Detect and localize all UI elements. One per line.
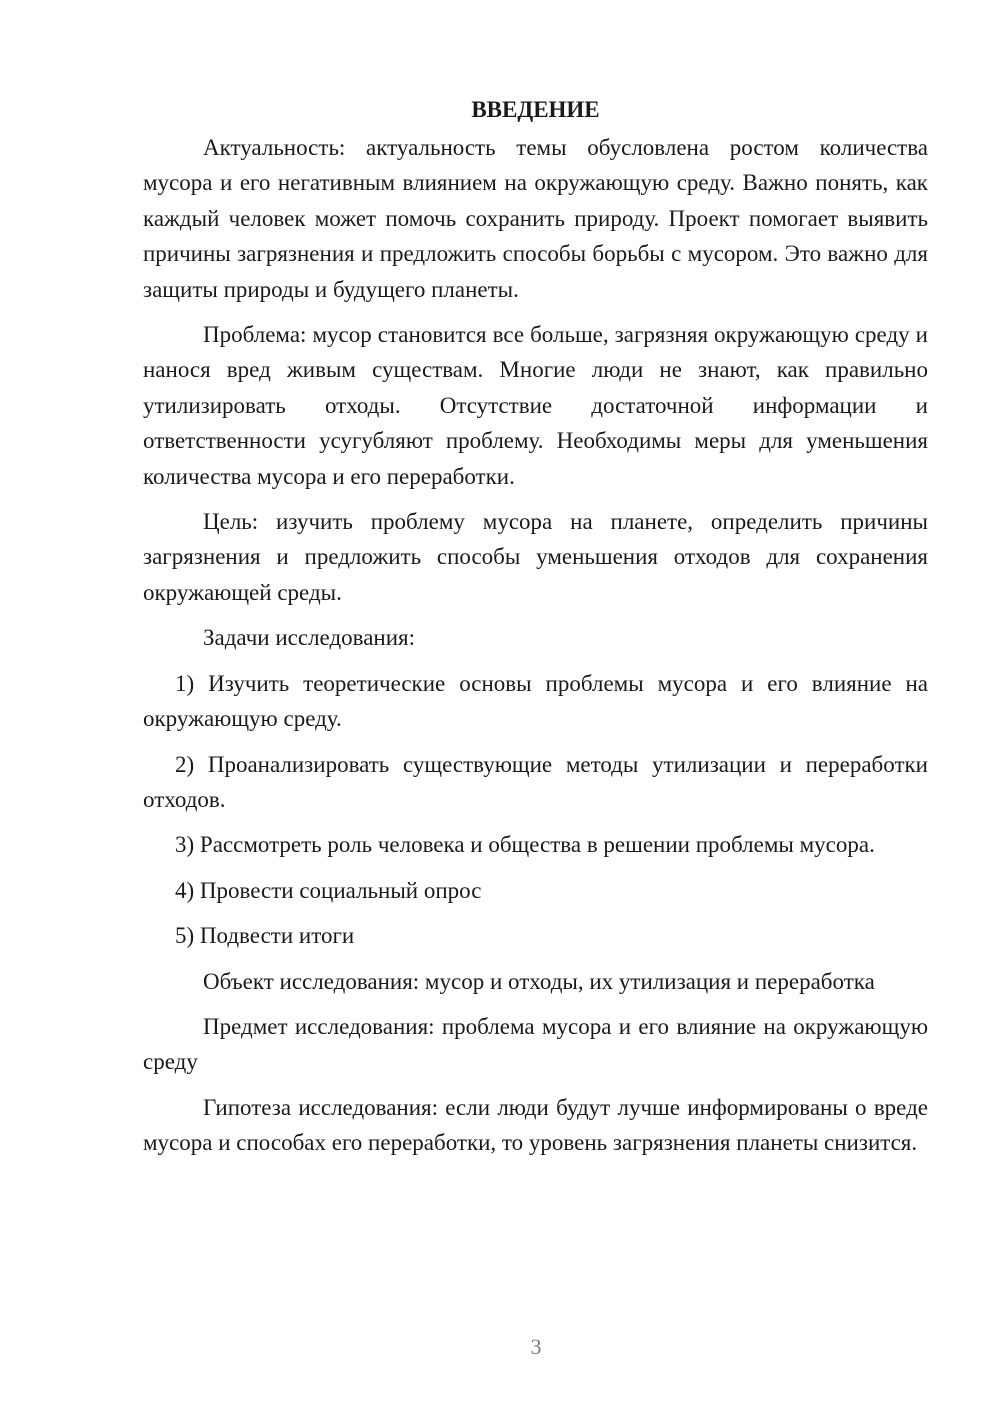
task-item-3: 3) Рассмотреть роль человека и общества в решении проблемы мусора. <box>175 832 875 858</box>
subject-paragraph: Предмет исследования: проблема мусора и его влияние на окружающую среду <box>143 1013 928 1075</box>
relevance-paragraph: Актуальность: актуальность темы обусловлена ростом количества мусора и его негативным влиянием на окружающую среду. Важно понять, как каждый человек может помочь сохранить природу. Проект помогает выявить причины загрязнения и предложить способы борьбы с мусором. Это важно для защиты природы и будущего планеты. <box>143 135 928 302</box>
problem-paragraph: Проблема: мусор становится все больше, загрязняя окружающую среду и нанося вред живым существам. Многие люди не знают, как правильно утилизировать отходы. Отсутствие достаточной информации и ответственности усугубляют проблему. Необходимы меры для уменьшения количества мусора и его переработки. <box>143 322 928 489</box>
page-number: 3 <box>530 1334 542 1359</box>
task-item-2: 2) Проанализировать существующие методы утилизации и переработки отходов. <box>143 751 928 812</box>
task-item-5: 5) Подвести итоги <box>175 923 355 949</box>
tasks-title: Задачи исследования: <box>203 625 416 651</box>
hypothesis-paragraph: Гипотеза исследования: если люди будут лучше информированы о вреде мусора и способах его переработки, то уровень загрязнения планеты снизится. <box>143 1094 928 1156</box>
section-heading: ВВЕДЕНИЕ <box>471 97 600 122</box>
goal-paragraph: Цель: изучить проблему мусора на планете, определить причины загрязнения и предложить способы уменьшения отходов для сохранения окружающей среды. <box>143 509 928 605</box>
document-page <box>143 92 928 1171</box>
task-item-4: 4) Провести социальный опрос <box>175 877 482 903</box>
object-paragraph: Объект исследования: мусор и отходы, их утилизация и переработка <box>203 968 875 994</box>
task-item-1: 1) Изучить теоретические основы проблемы мусора и его влияние на окружающую среду. <box>143 670 928 732</box>
